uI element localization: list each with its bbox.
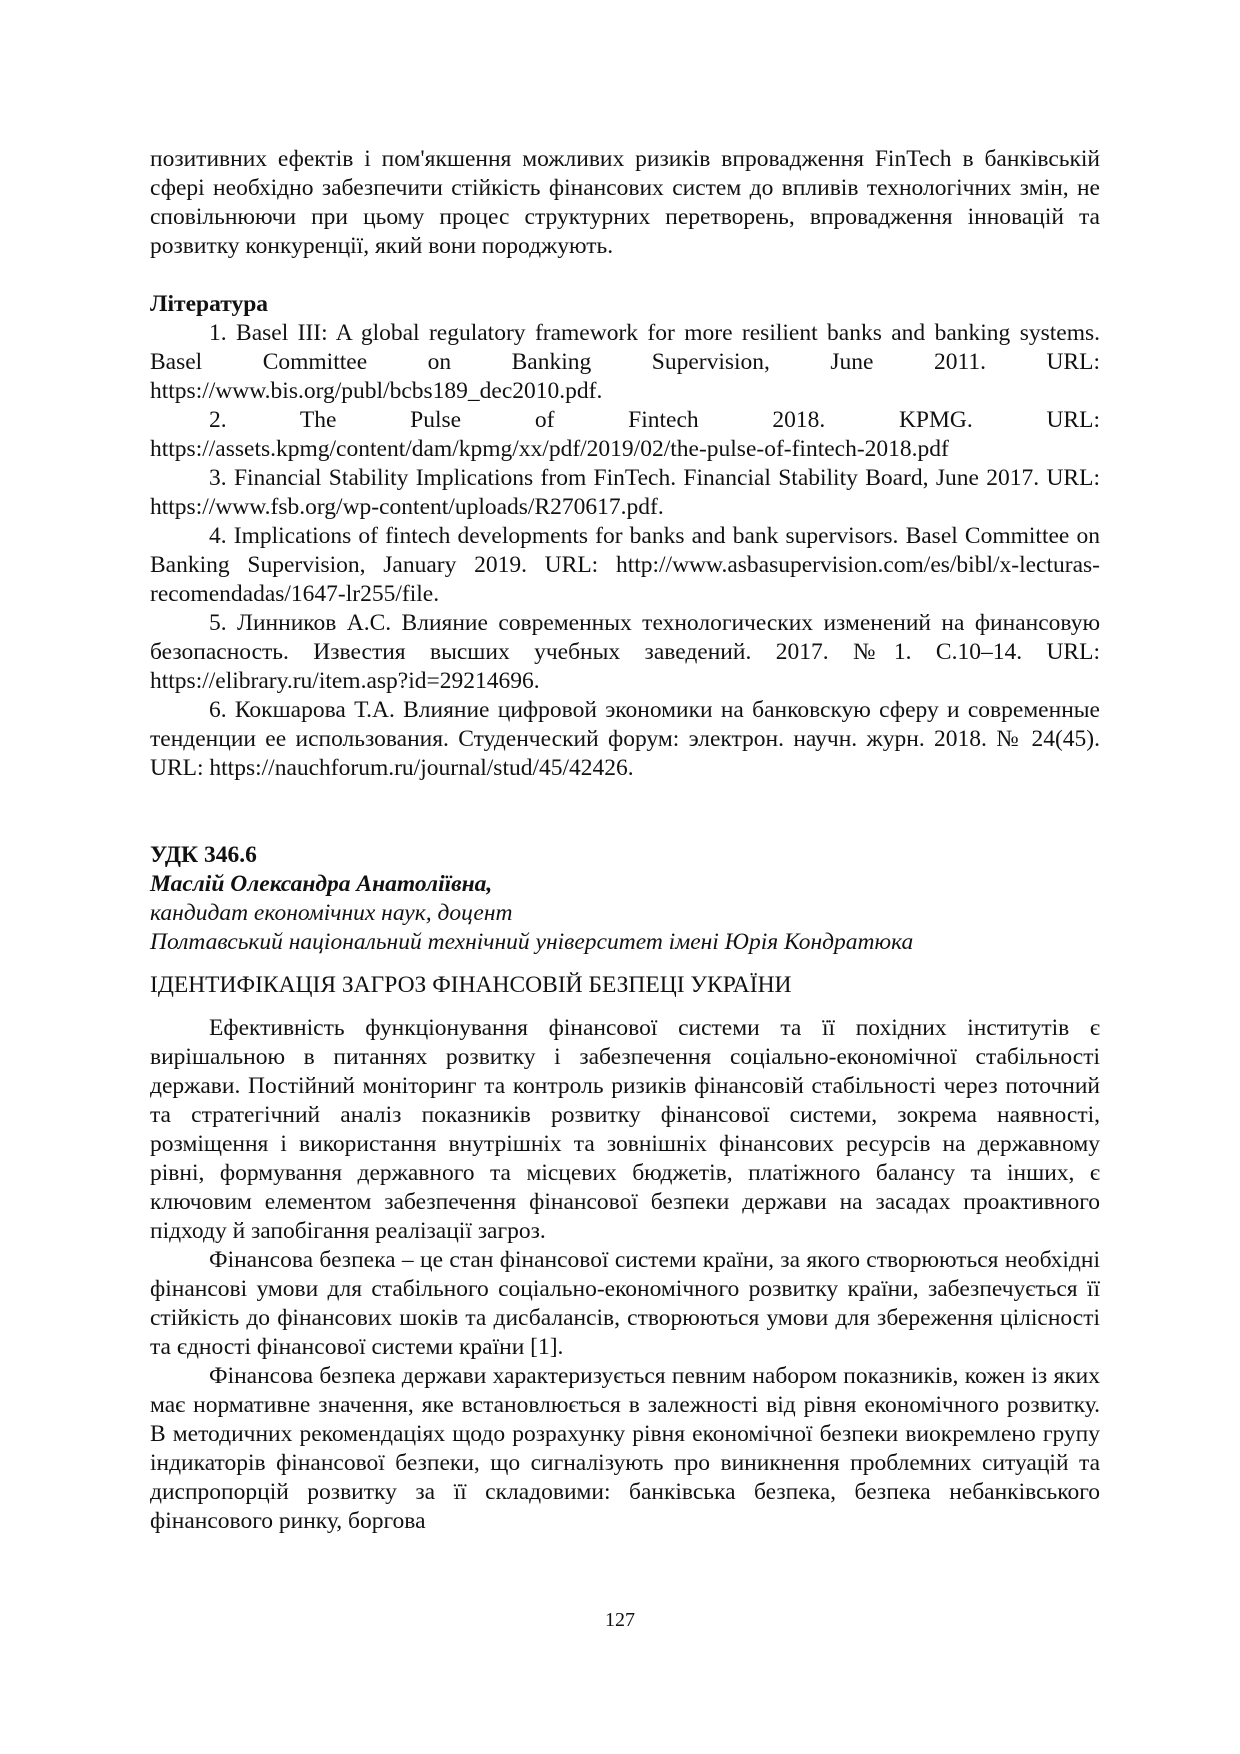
reference-item: 2. The Pulse of Fintech 2018. KPMG. URL: https://assets.kpmg/content/dam/kpmg/xx/pdf/2019/02/the-pulse-of-fintech-2018.pdf [150, 407, 1100, 462]
author-affiliation: Полтавський національний технічний університет імені Юрія Кондратюка [150, 929, 914, 955]
references-heading: Література [150, 291, 269, 317]
page-number: 127 [605, 1609, 635, 1631]
reference-item: 6. Кокшарова Т.А. Влияние цифровой экономики на банковскую сферу и современные тенденции ее использования. Студенческий форум: электрон. научн. журн. 2018. № 24(45). URL: https://nauchforum.ru/journal/stud/45/42426. [150, 697, 1100, 781]
body-paragraph: Ефективність функціонування фінансової системи та її похідних інститутів є вирішальною в питаннях розвитку і забезпечення соціально-економічної стабільності держави. Постійний моніторинг та контроль ризиків фінансовій стабільності через поточний та стратегічний аналіз показників розвитку фінансової системи, зокрема наявності, розміщення і використання внутрішніх та зовнішніх фінансових ресурсів на державному рівні, формування державного та місцевих бюджетів, платіжного балансу та інших, є ключовим елементом забезпечення фінансової безпеки держави на засадах проактивного підходу й запобігання реалізації загроз. [150, 1015, 1100, 1244]
reference-item: 1. Basel III: A global regulatory framework for more resilient banks and banking systems. Basel Committee on Banking Supervision, June 2011. URL: https://www.bis.org/publ/bcbs189_dec2010.pdf. [150, 320, 1100, 404]
article-header [150, 841, 1100, 1000]
reference-item: 4. Implications of fintech developments for banks and bank supervisors. Basel Committee on Banking Supervision, January 2019. URL: http://www.asbasupervision.com/es/bibl/x-lecturas-recomendadas/1647-lr255/file. [150, 523, 1100, 607]
text-column [150, 145, 1100, 1536]
author-name: Маслій Олександра Анатоліївна, [150, 871, 493, 897]
reference-item: 5. Линников А.С. Влияние современных технологических изменений на финансовую безопасность. Известия высших учебных заведений. 2017. №1. С.10–14. URL: https://elibrary.ru/item.asp?id=29214696. [150, 610, 1100, 694]
article-body [150, 1014, 1100, 1536]
udk-code: УДК 346.6 [150, 842, 257, 868]
body-paragraph: Фінансова безпека – це стан фінансової системи країни, за якого створюються необхідні фінансові умови для стабільного соціально-економічного розвитку країни, забезпечується її стійкість до фінансових шоків та дисбалансів, створюються умови для збереження цілісності та єдності фінансової системи країни [1]. [150, 1247, 1100, 1360]
author-degree: кандидат економічних наук, доцент [150, 900, 513, 926]
references-section [150, 290, 1100, 783]
reference-item: 3. Financial Stability Implications from FinTech. Financial Stability Board, June 2017. URL: https://www.fsb.org/wp-content/uploads/R270617.pdf. [150, 465, 1100, 520]
intro-paragraph: позитивних ефектів і пом'якшення можливих ризиків впровадження FinTech в банківській сфері необхідно забезпечити стійкість фінансових систем до впливів технологічних змін, не сповільнюючи при цьому процес структурних перетворень, впровадження інновацій та розвитку конкуренції, який вони породжують. [150, 146, 1100, 259]
article-title: ІДЕНТИФІКАЦІЯ ЗАГРОЗ ФІНАНСОВІЙ БЕЗПЕЦІ УКРАЇНИ [150, 972, 792, 998]
body-paragraph: Фінансова безпека держави характеризується певним набором показників, кожен із яких має нормативне значення, яке встановлюється в залежності від рівня економічного розвитку. В методичних рекомендаціях щодо розрахунку рівня економічної безпеки виокремлено групу індикаторів фінансової безпеки, що сигналізують про виникнення проблемних ситуацій та диспропорцій розвитку за її складовими: банківська безпека, безпека небанківського фінансового ринку, боргова [150, 1363, 1100, 1534]
